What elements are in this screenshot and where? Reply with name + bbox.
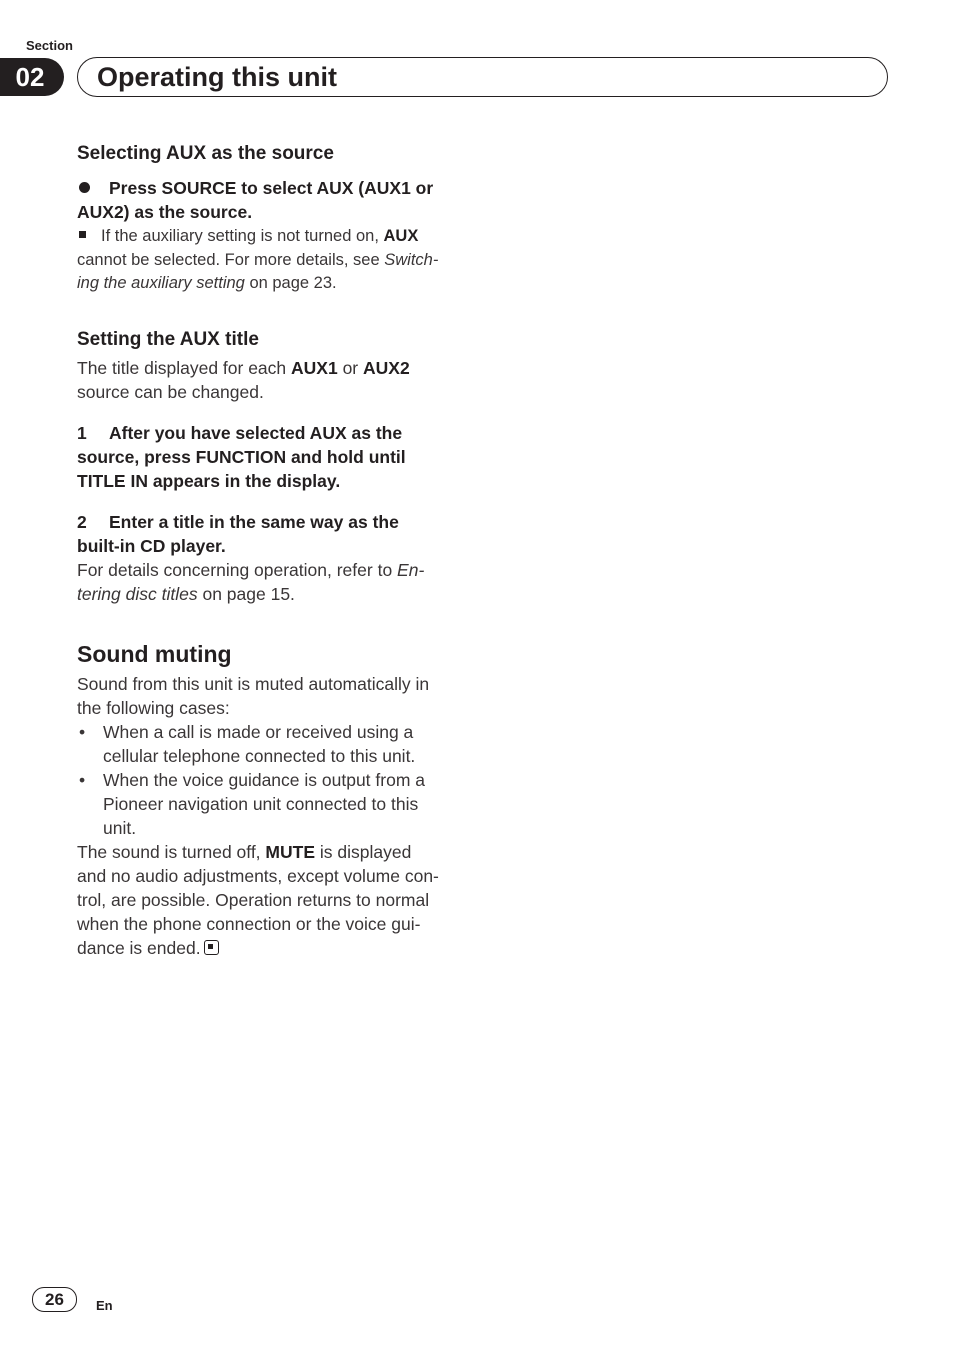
aux-title-heading: Setting the AUX title [77, 328, 259, 350]
bullet-icon: • [79, 769, 86, 790]
detail-text: on page 15. [197, 583, 295, 604]
result-line: trol, are possible. Operation returns to normal [77, 889, 430, 910]
note-bold: AUX [383, 227, 419, 245]
aux-title-intro-line2: source can be changed. [77, 381, 264, 402]
step-2 [77, 510, 469, 534]
result-text: The sound is turned off, [77, 841, 266, 862]
step-number: 2 [77, 511, 87, 532]
bullet-dot-icon [79, 182, 90, 193]
language-label: En [96, 1298, 113, 1313]
step-text: After you have selected AUX as the [109, 422, 403, 443]
section-label: Section [26, 38, 73, 53]
result-bold: MUTE [265, 841, 315, 862]
instruction-line: AUX2) as the source. [77, 202, 253, 222]
aux-source-note-line2 [77, 249, 469, 273]
sound-muting-heading: Sound muting [77, 640, 232, 667]
step-2-detail [77, 558, 469, 582]
step-2-line2: built-in CD player. [77, 535, 226, 556]
step-1-line3: TITLE IN appears in the display. [77, 470, 341, 491]
sound-muting-result [77, 840, 469, 864]
bullet-icon: • [79, 721, 86, 742]
step-2-detail-line2 [77, 582, 469, 606]
step-number: 1 [77, 422, 87, 443]
aux-source-instruction [77, 176, 469, 200]
result-line-last [77, 936, 469, 960]
note-text: cannot be selected. For more details, see [77, 250, 385, 269]
result-text: dance is ended. [77, 937, 201, 958]
aux-source-note [77, 225, 469, 249]
aux-source-note-line3 [77, 272, 469, 296]
section-number-badge: 02 [0, 58, 64, 96]
note-link-text: ing the auxiliary setting [77, 274, 245, 292]
page-title: Operating this unit [97, 62, 337, 92]
instruction-line: Press SOURCE to select AUX (AUX1 or [109, 178, 434, 198]
page-number: 26 [32, 1287, 77, 1312]
content-column [77, 140, 469, 960]
list-item [77, 720, 469, 768]
note-text: on page 23. [244, 274, 337, 292]
detail-link-text: En- [397, 559, 425, 580]
step-1 [77, 421, 469, 445]
sound-muting-intro-line2: the following cases: [77, 697, 230, 718]
end-of-section-icon [204, 940, 219, 955]
aux-source-heading: Selecting AUX as the source [77, 143, 334, 164]
intro-text: The title displayed for each [77, 357, 292, 378]
list-item-text: cellular telephone connected to this unit. [103, 745, 416, 766]
intro-text: or [337, 357, 363, 378]
detail-text: For details concerning operation, refer to [77, 559, 398, 580]
note-square-icon [79, 231, 86, 238]
aux-title-intro [77, 356, 469, 380]
list-item-text: When the voice guidance is output from a [103, 769, 425, 790]
list-item [77, 768, 469, 840]
sound-muting-intro: Sound from this unit is muted automatically in [77, 673, 430, 694]
step-1-line2: source, press FUNCTION and hold until [77, 446, 406, 467]
detail-link-text: tering disc titles [77, 583, 198, 604]
note-link-text: Switch- [384, 250, 439, 269]
result-line: when the phone connection or the voice gui- [77, 913, 421, 934]
result-line: and no audio adjustments, except volume con- [77, 865, 439, 886]
note-text: If the auxiliary setting is not turned on, [101, 227, 384, 245]
result-text: is displayed [315, 841, 412, 862]
list-item-text: Pioneer navigation unit connected to this [103, 793, 419, 814]
intro-bold: AUX2 [363, 357, 410, 378]
list-item-text: When a call is made or received using a [103, 721, 414, 742]
step-text: Enter a title in the same way as the [109, 511, 399, 532]
list-item-text: unit. [103, 817, 137, 838]
intro-bold: AUX1 [291, 357, 338, 378]
